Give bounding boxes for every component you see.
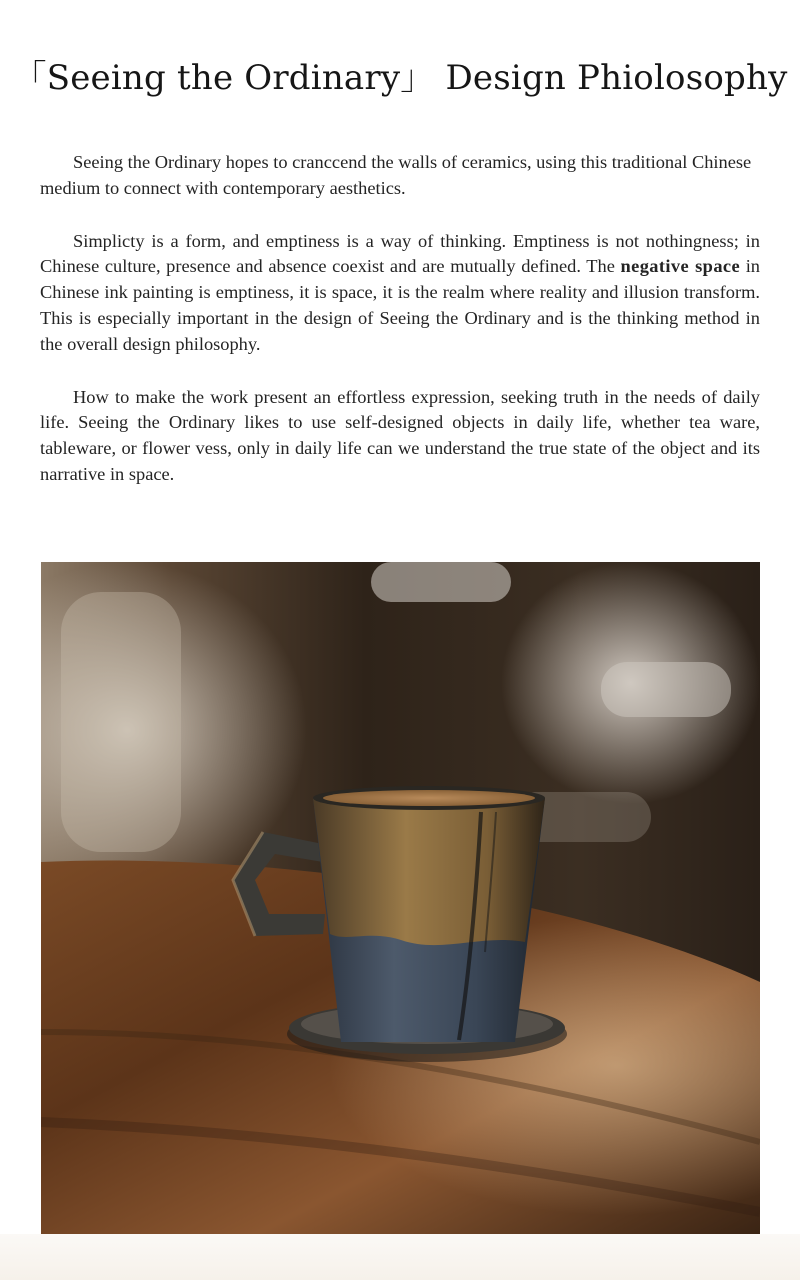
paragraph-emptiness: [40, 229, 760, 358]
product-photo-ceramic-cup: [41, 562, 760, 1234]
cup-on-table-illustration: [41, 562, 760, 1234]
paragraph-emptiness-part2: in Chinese ink painting is emptiness, it is space, it is the realm where reality and illusion transform. This is especially important in the design of Seeing the Ordinary and is the thinking method in the overall design philosophy.: [40, 256, 760, 354]
article-body: [40, 150, 760, 515]
paragraph-intro: Seeing the Ordinary hopes to cranccend the walls of ceramics, using this traditional Chinese medium to connect with contemporary aesthetics.: [40, 152, 752, 198]
page-title: 「Seeing the Ordinary」 Design Phiolosophy: [12, 58, 788, 98]
paragraph-emptiness-part1: Simplicty is a form, and emptiness is a way of thinking. Emptiness is not nothingness; in Chinese culture, presence and absence coexist and are mutually defined. The: [40, 230, 760, 277]
paragraph-daily-life: How to make the work present an effortless expression, seeking truth in the needs of daily life. Seeing the Ordinary likes to use self-designed objects in daily life, whether tea ware, tableware, or flower vess, only in daily life can we understand the true state of the object and its narrative in space.: [40, 386, 760, 484]
negative-space-emphasis: negative space: [620, 256, 741, 277]
paper-texture-footer: [0, 1234, 800, 1280]
